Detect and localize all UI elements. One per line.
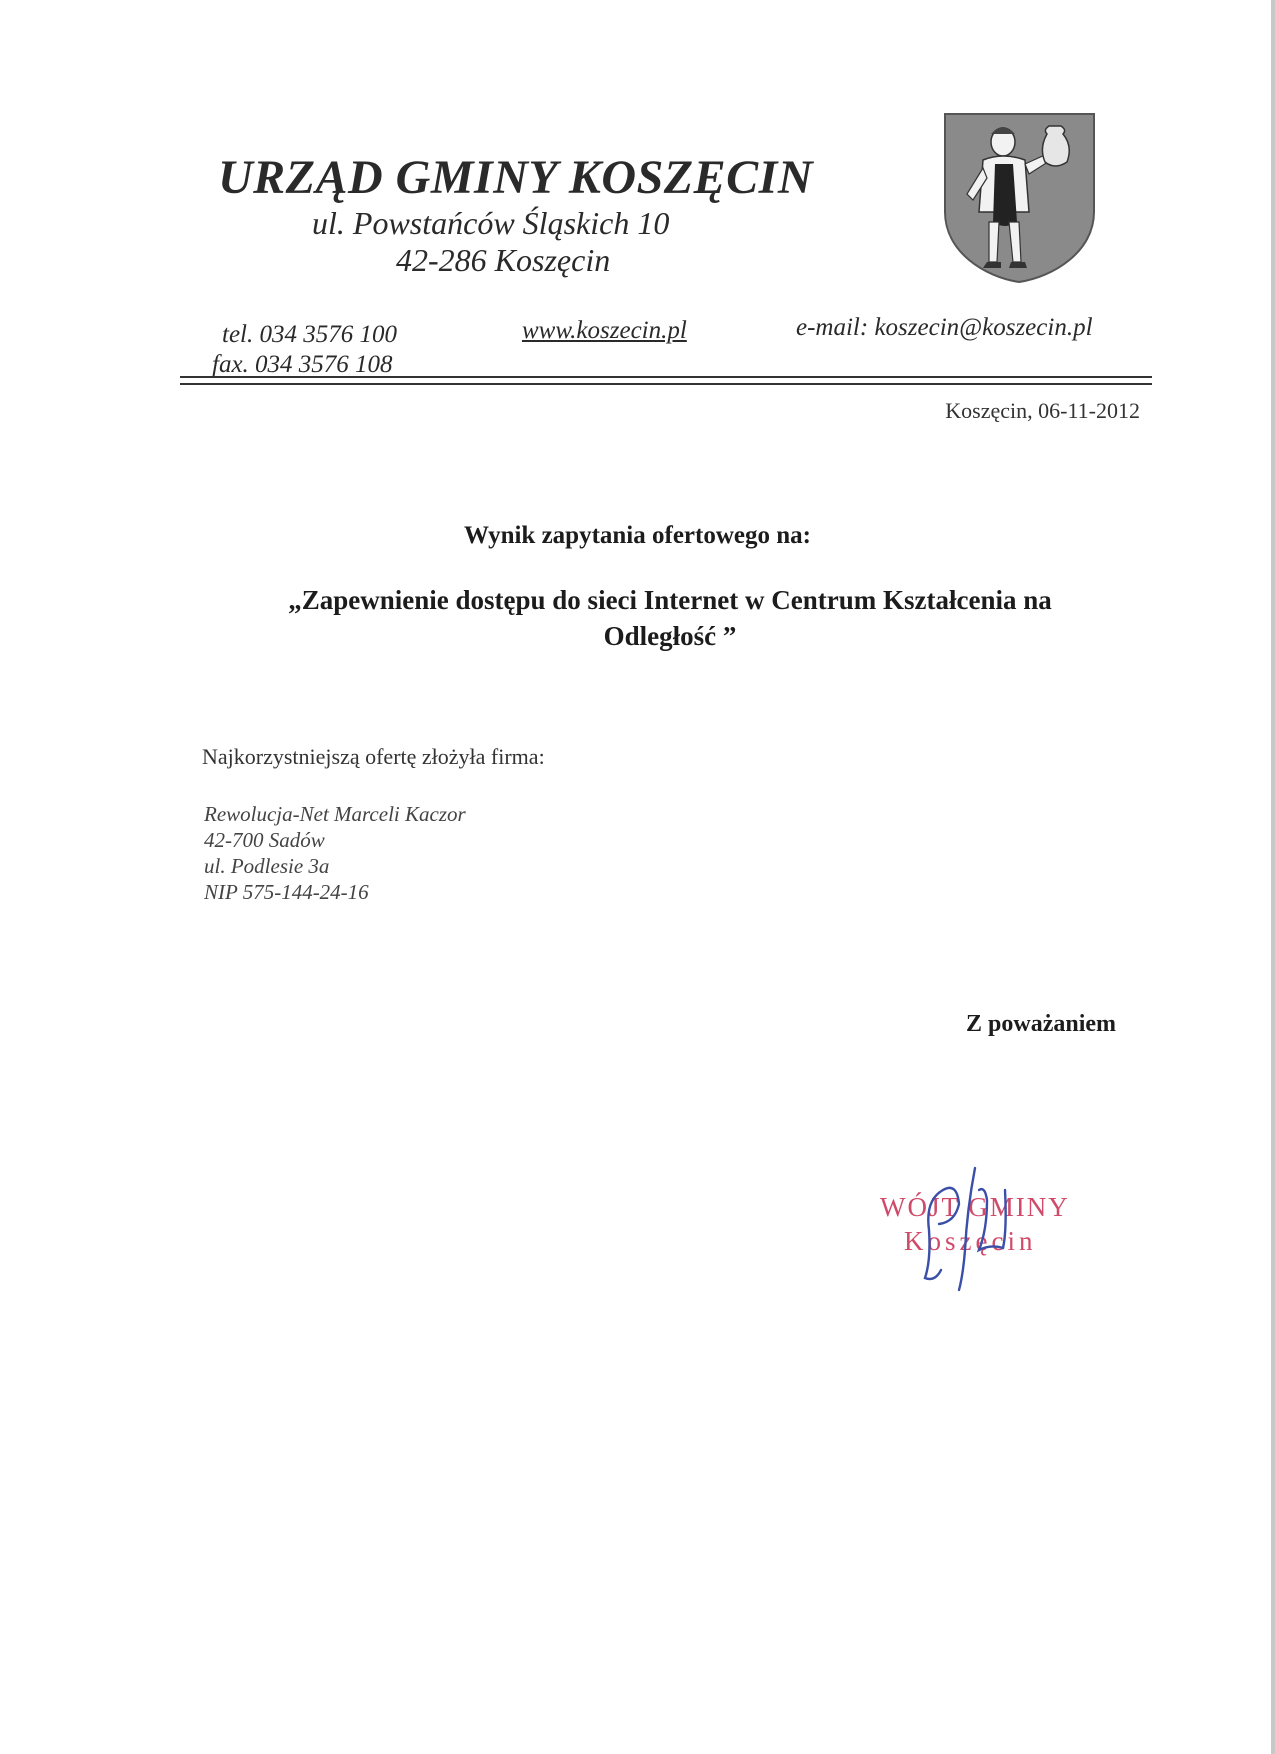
handwritten-signature bbox=[895, 1160, 1035, 1300]
header-divider-bottom bbox=[180, 383, 1152, 385]
stamp-line-2: Koszęcin bbox=[904, 1226, 1037, 1256]
coat-of-arms-icon bbox=[943, 112, 1096, 284]
company-street: ul. Podlesie 3a bbox=[204, 854, 330, 878]
office-postal-city: 42-286 Koszęcin bbox=[396, 242, 611, 278]
company-address bbox=[204, 801, 466, 905]
company-nip: NIP 575-144-24-16 bbox=[204, 880, 369, 904]
page-edge bbox=[1271, 0, 1275, 1754]
contact-email: e-mail: koszecin@koszecin.pl bbox=[796, 314, 1093, 341]
document-title: Wynik zapytania ofertowego na: bbox=[464, 522, 811, 549]
subject-line-1: „Zapewnienie dostępu do sieci Internet w Centrum Kształcenia na bbox=[288, 585, 1052, 615]
stamp-line-1: WÓJT GMINY bbox=[880, 1192, 1070, 1222]
office-street: ul. Powstańców Śląskich 10 bbox=[312, 205, 670, 241]
company-name: Rewolucja-Net Marceli Kaczor bbox=[204, 802, 466, 826]
closing-phrase: Z poważaniem bbox=[966, 1011, 1116, 1037]
company-postal-city: 42-700 Sadów bbox=[204, 828, 325, 852]
intro-text: Najkorzystniejszą ofertę złożyła firma: bbox=[202, 744, 545, 769]
website-link[interactable]: www.koszecin.pl bbox=[522, 317, 687, 344]
document-subject bbox=[230, 582, 1110, 654]
contact-tel: tel. 034 3576 100 bbox=[222, 321, 397, 348]
subject-line-2: Odległość ” bbox=[603, 621, 737, 651]
contact-fax: fax. 034 3576 108 bbox=[212, 351, 393, 378]
date-line: Koszęcin, 06-11-2012 bbox=[945, 398, 1140, 423]
header-divider-top bbox=[180, 376, 1152, 378]
office-name: URZĄD GMINY KOSZĘCIN bbox=[218, 151, 813, 204]
